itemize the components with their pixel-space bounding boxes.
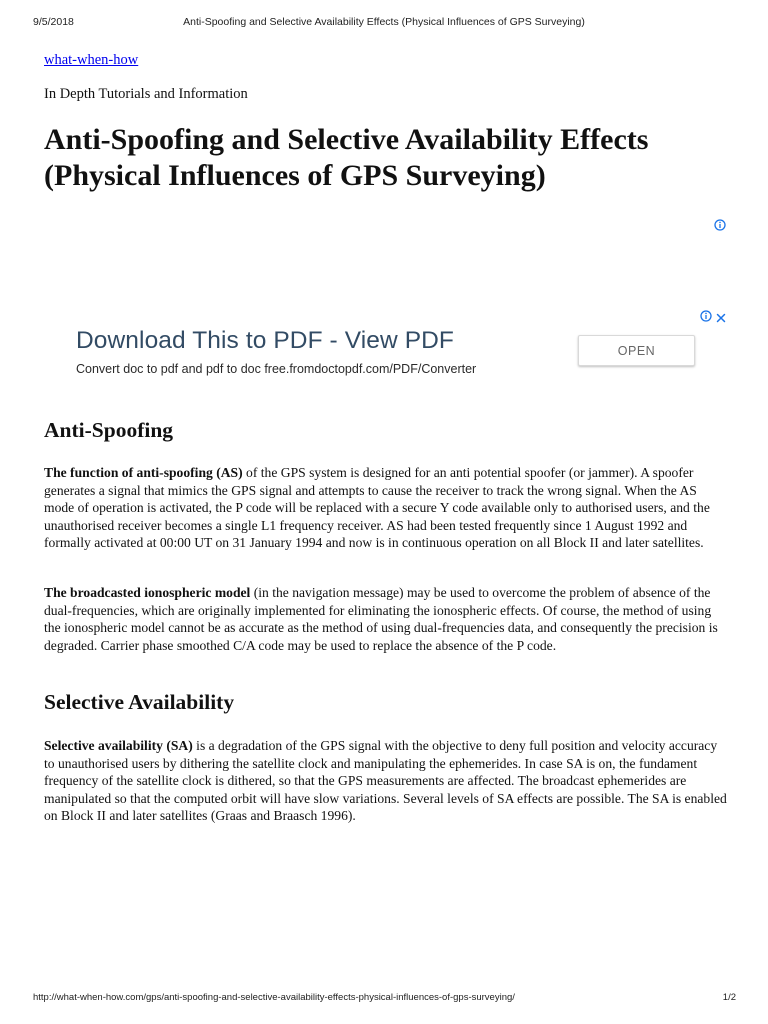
ad-subtext[interactable]: Convert doc to pdf and pdf to doc free.fromdoctopdf.com/PDF/Converter [76,362,477,376]
paragraph-body: (in the navigation message) may be used to overcome the problem of absence of the dual-frequencies, which are originally implemented for eliminating the ionospheric effects. Of course, the method of using the ionospheric model cannot be as accurate as the method of using dual-frequencies data, and consequently the precision is degraded. Carrier phase smoothed C/A code may be used to replace the absence of the P code. [44,585,718,653]
site-tagline: In Depth Tutorials and Information [44,86,248,102]
print-doc-title: Anti-Spoofing and Selective Availability Effects (Physical Influences of GPS Surveying) [183,16,585,28]
ad-choices-info-icon[interactable] [700,309,712,321]
print-date: 9/5/2018 [33,16,74,28]
print-footer-url: http://what-when-how.com/gps/anti-spoofing-and-selective-availability-effects-physical-influences-of-gps-surveying/ [33,992,515,1003]
paragraph-selective-availability [44,737,728,825]
paragraph-anti-spoofing-function [44,464,728,552]
print-page-number: 1/2 [722,992,736,1003]
ad-close-icon[interactable] [716,310,726,320]
site-home-link[interactable]: what-when-how [44,52,139,68]
section-heading-selective-availability: Selective Availability [44,690,235,714]
paragraph-ionospheric-model [44,584,728,654]
paragraph-body: of the GPS system is designed for an anti potential spoofer (or jammer). A spoofer generates a signal that mimics the GPS signal and attempts to cause the receiver to track the wrong signal. When the AS mode of operation is activated, the P code will be replaced with a secure Y code available only to authorised users, and the unauthorised receiver becomes a single L1 frequency receiver. AS had been tested frequently since 1 August 1992 and formally activated at 00:00 UT on 31 January 1994 and now is in continuous operation on all Block II and later satellites. [44,465,710,550]
ad-open-button[interactable]: OPEN [578,335,695,366]
ad-controls [700,309,728,323]
paragraph-lead: The broadcasted ionospheric model [44,585,251,600]
ad-banner[interactable] [0,300,768,390]
ad-headline[interactable]: Download This to PDF - View PDF [76,327,454,354]
paragraph-lead: The function of anti-spoofing (AS) [44,465,243,480]
print-footer [0,992,768,1006]
ad-info-icon[interactable] [714,218,726,230]
paragraph-lead: Selective availability (SA) [44,738,193,753]
print-header [0,16,768,30]
section-heading-anti-spoofing: Anti-Spoofing [44,418,174,442]
paragraph-body: is a degradation of the GPS signal with the objective to deny full position and velocity accuracy to unauthorised users by dithering the satellite clock and manipulating the ephemerides. In case SA is on, the fundament frequency of the satellite clock is dithered, so that the GPS measurements are affected. The broadcast ephemerides are manipulated so that the computed orbit will have slow variations. Several levels of SA effects are possible. The SA is enabled on Block II and later satellites (Graas and Braasch 1996). [44,738,727,823]
page-title: Anti-Spoofing and Selective Availability Effects (Physical Influences of GPS Surveying) [44,123,649,192]
